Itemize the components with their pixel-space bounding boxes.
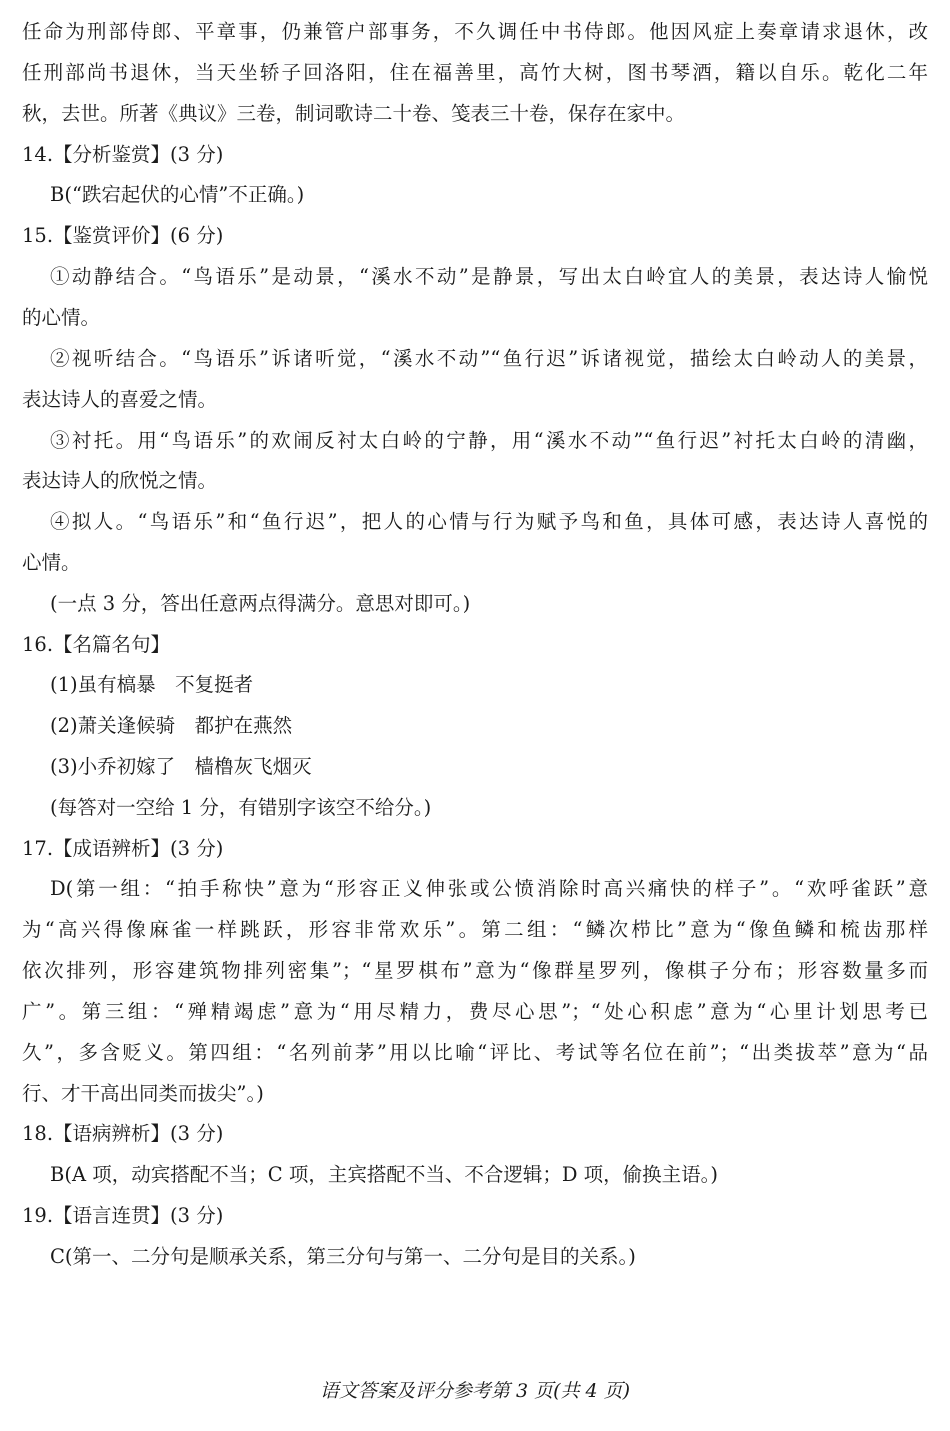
question-17-line: 依次排列，形容建筑物排列密集”；“星罗棋布”意为“像群星罗列，像棋子分布；形容数量多而 bbox=[22, 959, 928, 982]
question-15-heading: 15.【鉴赏评价】(6 分) bbox=[22, 224, 224, 247]
question-18-answer: B(A 项，动宾搭配不当；C 项，主宾搭配不当、不合逻辑；D 项，偷换主语。) bbox=[50, 1163, 719, 1186]
question-15-line: 表达诗人的欣悦之情。 bbox=[22, 469, 218, 492]
question-18-heading: 18.【语病辨析】(3 分) bbox=[22, 1122, 224, 1145]
intro-line: 任命为刑部侍郎、平章事，仍兼管户部事务，不久调任中书侍郎。他因风症上奏章请求退休，改 bbox=[22, 20, 928, 43]
page-footer: 语文答案及评分参考第 3 页(共 4 页) bbox=[319, 1380, 631, 1402]
intro-line: 任刑部尚书退休，当天坐轿子回洛阳，住在福善里，高竹大树，图书琴酒，籍以自乐。乾化二年 bbox=[22, 61, 928, 84]
question-16-line: (3)小乔初嫁了 樯橹灰飞烟灭 bbox=[50, 755, 312, 778]
question-15-line: 表达诗人的喜爱之情。 bbox=[22, 388, 218, 411]
question-15-line: ①动静结合。“鸟语乐”是动景，“溪水不动”是静景，写出太白岭宜人的美景，表达诗人愉悦 bbox=[50, 265, 928, 288]
intro-line: 秋，去世。所著《典议》三卷，制词歌诗二十卷、笺表三十卷，保存在家中。 bbox=[22, 102, 686, 125]
question-15-line: 心情。 bbox=[22, 551, 81, 574]
question-14-answer: B(“跌宕起伏的心情”不正确。) bbox=[50, 183, 305, 206]
question-19-answer: C(第一、二分句是顺承关系，第三分句与第一、二分句是目的关系。) bbox=[50, 1245, 636, 1268]
question-15-line: 的心情。 bbox=[22, 306, 101, 329]
question-15-line: ③衬托。用“鸟语乐”的欢闹反衬太白岭的宁静，用“溪水不动”“鱼行迟”衬托太白岭的清幽， bbox=[50, 429, 928, 452]
question-16-line: (2)萧关逢候骑 都护在燕然 bbox=[50, 714, 293, 737]
question-16-line: (1)虽有槁暴 不复挺者 bbox=[50, 673, 254, 696]
question-17-line: 广”。第三组：“殚精竭虑”意为“用尽精力，费尽心思”；“处心积虑”意为“心里计划思考已 bbox=[22, 1000, 928, 1023]
question-16-heading: 16.【名篇名句】 bbox=[22, 633, 171, 656]
question-17-heading: 17.【成语辨析】(3 分) bbox=[22, 837, 224, 860]
question-19-heading: 19.【语言连贯】(3 分) bbox=[22, 1204, 224, 1227]
question-15-line: ④拟人。“鸟语乐”和“鱼行迟”，把人的心情与行为赋予鸟和鱼，具体可感，表达诗人喜悦的 bbox=[50, 510, 928, 533]
question-17-line: 为“高兴得像麻雀一样跳跃，形容非常欢乐”。第二组：“鳞次栉比”意为“像鱼鳞和梳齿那样 bbox=[22, 918, 928, 941]
question-17-line: 久”，多含贬义。第四组：“名列前茅”用以比喻“评比、考试等名位在前”；“出类拔萃”意为“品 bbox=[22, 1041, 928, 1064]
question-16-scoring-note: (每答对一空给 1 分，有错别字该空不给分。) bbox=[50, 796, 432, 819]
question-15-scoring-note: (一点 3 分，答出任意两点得满分。意思对即可。) bbox=[50, 592, 471, 615]
question-17-line: D(第一组：“拍手称快”意为“形容正义伸张或公愤消除时高兴痛快的样子”。“欢呼雀跃”意 bbox=[50, 877, 928, 900]
question-14-heading: 14.【分析鉴赏】(3 分) bbox=[22, 143, 224, 166]
question-17-line: 行、才干高出同类而拔尖”。) bbox=[22, 1082, 264, 1105]
question-15-line: ②视听结合。“鸟语乐”诉诸听觉，“溪水不动”“鱼行迟”诉诸视觉，描绘太白岭动人的美景， bbox=[50, 347, 928, 370]
